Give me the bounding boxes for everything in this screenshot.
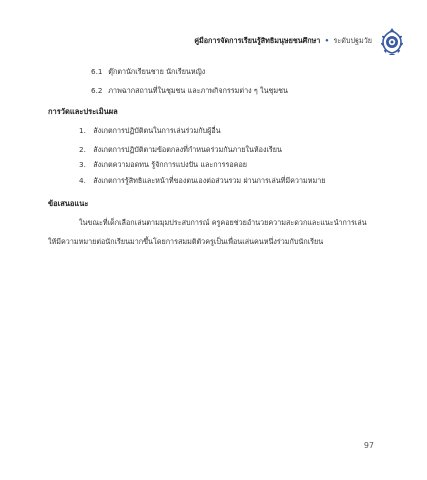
- item-number: 3.: [79, 160, 86, 169]
- item-number: 1.: [79, 126, 86, 135]
- header-title: คู่มือการจัดการเรียนรู้สิทธิมนุษยชนศึกษา: [194, 36, 321, 45]
- item-number: 4.: [79, 176, 86, 185]
- page-header: [194, 26, 405, 56]
- list-item: [79, 160, 247, 170]
- item-text: สังเกตการปฏิบัติตนในการเล่นร่วมกับผู้อื่น: [93, 126, 221, 135]
- suggestion-heading: ข้อเสนอแนะ: [48, 199, 89, 208]
- item-text: สังเกตการปฏิบัติตามข้อตกลงที่กำหนดร่วมกันภายในห้องเรียน: [93, 145, 282, 154]
- item-number: 2.: [79, 145, 86, 154]
- evaluation-heading: การวัดและประเมินผล: [48, 107, 118, 116]
- list-item: [91, 67, 205, 77]
- page-number: 97: [363, 441, 374, 450]
- item-number: 6.2: [91, 86, 103, 95]
- list-item: [79, 145, 282, 155]
- header-separator: •: [324, 36, 330, 45]
- item-text: สังเกตการรู้สิทธิและหน้าที่ของตนเองต่อส่วนรวม ผ่านการเล่นที่มีความหมาย: [93, 176, 326, 185]
- item-text: ภาพฉากสถานที่ในชุมชน และภาพกิจกรรมต่าง ๆ ในชุมชน: [108, 86, 288, 95]
- header-text: [194, 36, 372, 47]
- item-number: 6.1: [91, 67, 103, 76]
- header-level: ระดับปฐมวัย: [333, 36, 372, 45]
- list-item: [79, 126, 221, 136]
- ministry-logo-icon: [379, 27, 405, 55]
- list-item: [91, 86, 288, 96]
- suggestion-paragraph-line-2: ให้มีความหมายต่อนักเรียนมากขึ้นโดยการสมมติตัวครูเป็นเพื่อนเล่นคนหนึ่งร่วมกับนักเรียน: [48, 237, 324, 246]
- item-text: สังเกตความอดทน รู้จักการแบ่งปัน และการรอคอย: [93, 160, 248, 169]
- suggestion-paragraph-line-1: ในขณะที่เด็กเลือกเล่นตามมุมประสบการณ์ ครูคอยช่วยอำนวยความสะดวกและแนะนำการเล่น: [79, 218, 367, 227]
- item-text: ตุ๊กตานักเรียนชาย นักเรียนหญิง: [108, 67, 206, 76]
- list-item: [79, 176, 325, 186]
